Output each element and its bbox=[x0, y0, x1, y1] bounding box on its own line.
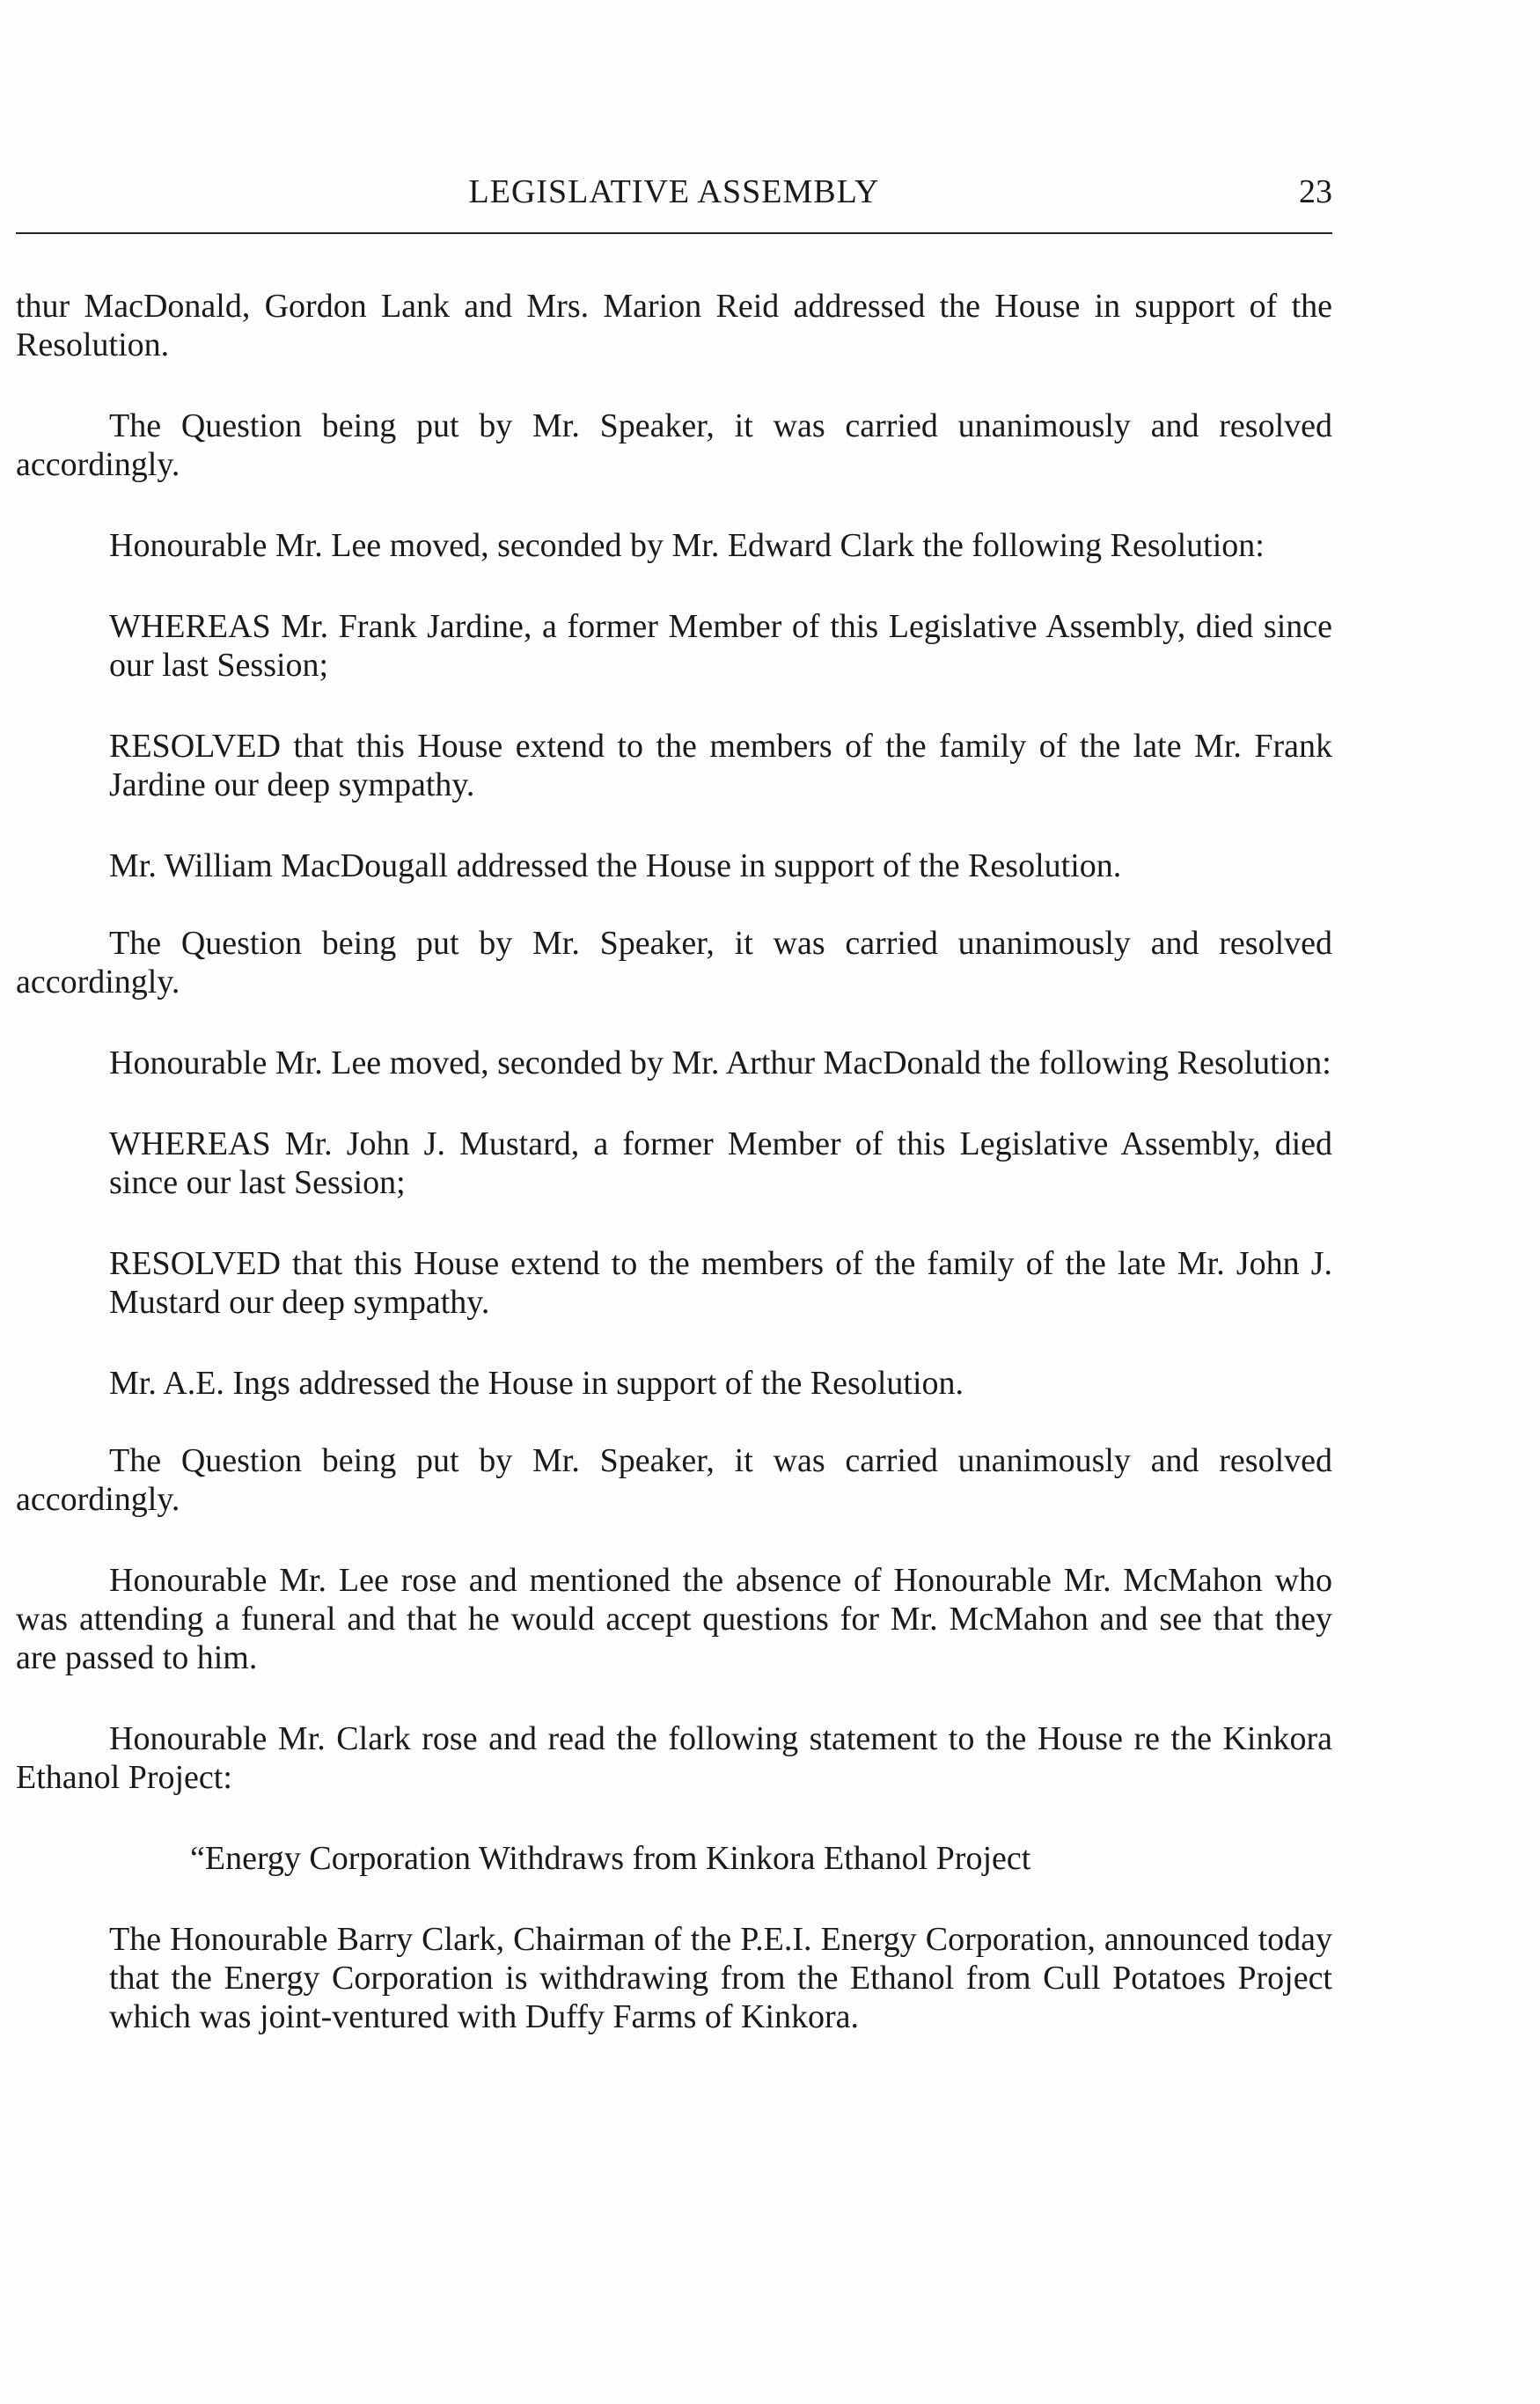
paragraph-statement-intro: Honourable Mr. Clark rose and read the following statement to the House re the Kinkora Ethanol Project: bbox=[16, 1720, 1332, 1796]
page-number: 23 bbox=[1299, 173, 1332, 210]
paragraph-motion: Honourable Mr. Lee moved, seconded by Mr. Arthur MacDonald the following Resolution: bbox=[109, 1044, 1331, 1081]
body-text bbox=[16, 287, 1332, 2078]
resolution-whereas: WHEREAS Mr. John J. Mustard, a former Member of this Legislative Assembly, died since our last Session; bbox=[109, 1125, 1332, 1201]
statement-body: The Honourable Barry Clark, Chairman of the P.E.I. Energy Corporation, announced today that the Energy Corporation is withdrawing from the Ethanol from Cull Potatoes Project which was joint-ventured with Duffy Farms of Kinkora. bbox=[109, 1921, 1332, 2035]
statement-title: “Energy Corporation Withdraws from Kinkora Ethanol Project bbox=[190, 1840, 1031, 1877]
resolution-resolved: RESOLVED that this House extend to the members of the family of the late Mr. Frank Jardine our deep sympathy. bbox=[109, 728, 1332, 803]
resolution-whereas: WHEREAS Mr. Frank Jardine, a former Member of this Legislative Assembly, died since our last Session; bbox=[109, 608, 1332, 684]
paragraph-question-carried: The Question being put by Mr. Speaker, it was carried unanimously and resolved accordingly. bbox=[16, 1442, 1332, 1518]
paragraph-question-carried: The Question being put by Mr. Speaker, it was carried unanimously and resolved accordingly. bbox=[16, 925, 1332, 1000]
paragraph-absence-notice: Honourable Mr. Lee rose and mentioned the absence of Honourable Mr. McMahon who was attending a funeral and that he would accept questions for Mr. McMahon and see that they are passed to him. bbox=[16, 1562, 1332, 1676]
paragraph-question-carried: The Question being put by Mr. Speaker, it was carried unanimously and resolved accordingly. bbox=[16, 407, 1332, 483]
resolution-resolved: RESOLVED that this House extend to the members of the family of the late Mr. John J. Mustard our deep sympathy. bbox=[109, 1245, 1332, 1321]
paragraph-address: Mr. William MacDougall addressed the House in support of the Resolution. bbox=[109, 847, 1122, 884]
running-head: LEGISLATIVE ASSEMBLY bbox=[468, 173, 880, 210]
page-header bbox=[16, 169, 1332, 234]
paragraph-motion: Honourable Mr. Lee moved, seconded by Mr. Edward Clark the following Resolution: bbox=[109, 527, 1265, 564]
paragraph-continuation: thur MacDonald, Gordon Lank and Mrs. Marion Reid addressed the House in support of the Resolution. bbox=[16, 288, 1332, 363]
paragraph-address: Mr. A.E. Ings addressed the House in support of the Resolution. bbox=[109, 1365, 964, 1402]
